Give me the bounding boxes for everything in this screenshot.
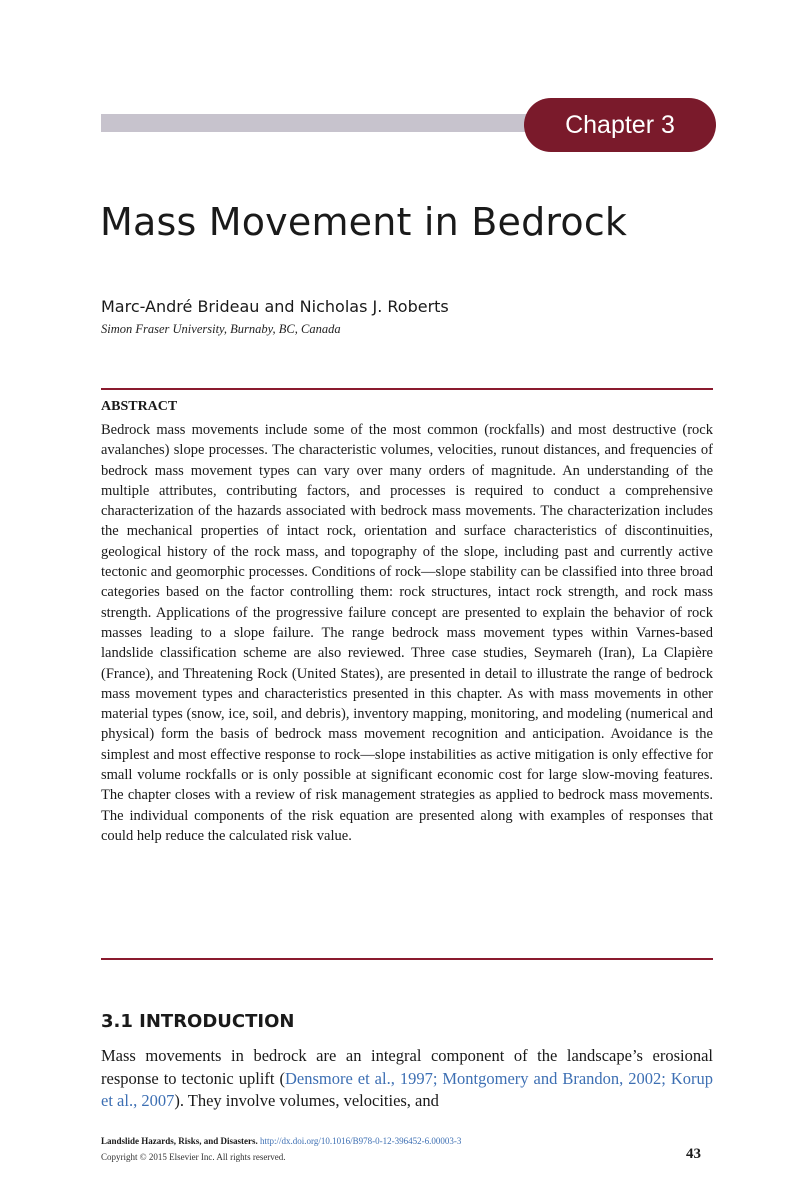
intro-text-after: ). They involve volumes, velocities, and — [174, 1091, 439, 1110]
introduction-paragraph — [101, 1045, 713, 1113]
footer-doi-link[interactable]: http://dx.doi.org/10.1016/B978-0-12-396452-6.00003-3 — [260, 1136, 462, 1146]
page-number: 43 — [686, 1146, 701, 1162]
abstract-top-rule — [101, 388, 713, 390]
citation-link[interactable]: Densmore et al., 1997; Montgomery and Brandon, 2002; Korup et al., 2007 — [101, 1068, 713, 1110]
chapter-title: Mass Movement in Bedrock — [100, 200, 628, 244]
chapter-label: Chapter 3 — [565, 110, 675, 139]
intro-text-before: Mass movements in bedrock are an integral component of the landscape’s erosional response to tectonic uplift ( — [101, 1046, 713, 1088]
section-heading: 3.1 INTRODUCTION — [101, 1011, 295, 1032]
authors: Marc-André Brideau and Nicholas J. Roberts — [101, 297, 449, 316]
footer-copyright: Copyright © 2015 Elsevier Inc. All rights reserved. — [101, 1152, 286, 1162]
footer-book-title: Landslide Hazards, Risks, and Disasters. — [101, 1136, 258, 1146]
abstract-bottom-rule — [101, 958, 713, 960]
chapter-badge — [524, 98, 716, 152]
footer-book-info — [101, 1136, 461, 1146]
affiliation: Simon Fraser University, Burnaby, BC, Canada — [101, 322, 341, 336]
chapter-decorative-bar — [101, 114, 541, 132]
abstract-heading: ABSTRACT — [101, 399, 178, 414]
abstract-text: Bedrock mass movements include some of the most common (rockfalls) and most destructive (rock avalanches) slope processes. The characteristic volumes, velocities, runout distances, and frequencies of bedrock mass movement types can vary over many orders of magnitude. An understanding of the multiple attributes, contributing factors, and processes is required to conduct a comprehensive characterization of the hazards associated with bedrock mass movements. The characterization includes the mechanical properties of intact rock, orientation and surface characteristics of discontinuities, geological history of the rock mass, and topography of the slope, including past and currently active tectonic and geomorphic processes. Conditions of rock—slope stability can be classified into three broad categories based on the factor controlling them: rock structures, intact rock strength, and rock mass strength. Applications of the progressive failure concept are presented to explain the behavior of rock masses leading to a slope failure. The range bedrock mass movement types within Varnes-based landslide classification scheme are also reviewed. Three case studies, Seymareh (Iran), La Clapière (France), and Threatening Rock (United States), are presented in detail to illustrate the range of bedrock mass movement types and characteristics presented in this chapter. As with mass movements in other material types (snow, ice, soil, and debris), inventory mapping, monitoring, and modeling (numerical and physical) form the basis of bedrock mass movement recognition and anticipation. Avoidance is the simplest and most effective response to rock—slope instabilities as active mitigation is only effective for small volume rockfalls or is only possible at significant economic cost for large slow-moving features. The chapter closes with a review of risk management strategies as applied to bedrock mass movements. The individual components of the risk equation are presented along with examples of responses that could help reduce the calculated risk value. — [101, 422, 713, 844]
